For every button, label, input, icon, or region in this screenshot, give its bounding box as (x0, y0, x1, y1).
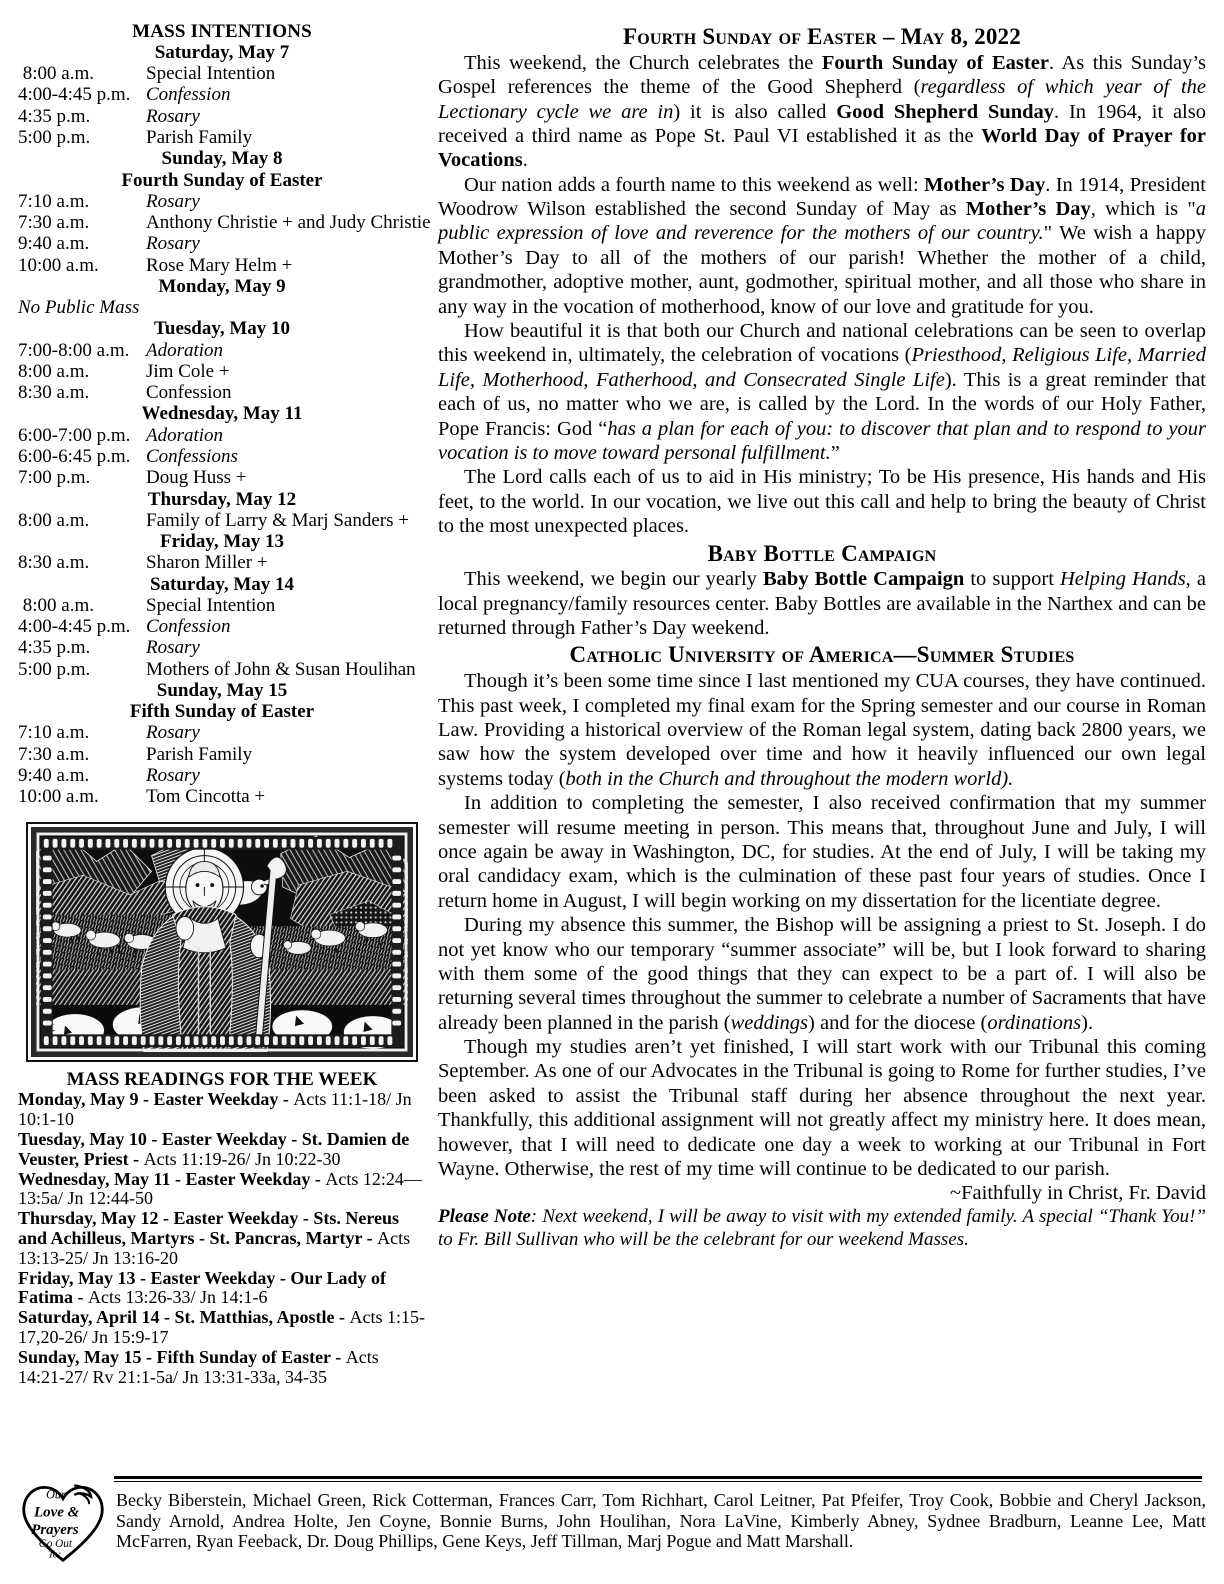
mass-intention-description: Rosary (146, 722, 200, 744)
section-heading-baby-bottle: Baby Bottle Campaign (707, 540, 937, 566)
mass-intention-time: 9:40 a.m. (18, 764, 90, 786)
mass-intention-row (18, 382, 426, 403)
mass-intention-row (18, 361, 426, 382)
mass-intention-time: 4:00-4:45 p.m. (18, 84, 131, 106)
prayer-names-list: Becky Biberstein, Michael Green, Rick Cotterman, Frances Carr, Tom Richhart, Carol Leitner, Pat Pfeifer, Troy Cook, Bobbie and Cheryl Jackson, Sandy Arnold, Andrea Holte, Jen Coyne, Bonnie Burns, John Houlihan, Nora LaVine, Kimberly Abney, Sydnee Bradburn, Leanne Lee, Matt McFarren, Ryan Feeback, Dr. Doug Phillips, Gene Keys, Jeff Tillman, Marj Pogue and Matt Marshall. (116, 1490, 1206, 1552)
love-and-prayers-heart-icon (18, 1478, 108, 1564)
mass-intentions-day-heading: Wednesday, May 11 (141, 403, 303, 425)
mass-intention-time: 8:00 a.m. (18, 63, 94, 85)
mass-intention-row (18, 127, 426, 148)
mass-intention-time: 8:00 a.m. (18, 360, 90, 382)
mass-intention-description: Adoration (146, 424, 224, 446)
mass-intention-time: 4:35 p.m. (18, 637, 91, 659)
mass-intention-time: 7:00-8:00 a.m. (18, 339, 130, 361)
mass-intention-description: Rose Mary Helm + (146, 254, 293, 276)
cua-paragraph: Though my studies aren’t yet finished, I will start work with our Tribunal this coming September. As one of our Advocates in the Tribunal is going to Rome for further studies, I’ve been asked to assist the Tribunal staff during her absence throughout the next year. Thankfully, this additional assignment will not greatly affect my ministry here. It does mean, however, that I will need to dedicate one day a week to working at our Tribunal in Fort Wayne. Otherwise, the rest of my time will continue to be dedicated to our parish. (438, 1036, 1206, 1181)
mass-readings-list (18, 1090, 426, 1387)
right-column (438, 22, 1206, 1251)
mass-reading-item: Wednesday, May 11 - Easter Weekday - Acts 12:24—13:5a/ Jn 12:44-50 (18, 1168, 422, 1209)
mass-intention-time: 9:40 a.m. (18, 233, 90, 255)
mass-intention-description: Rosary (146, 190, 200, 212)
mass-intention-row (18, 722, 426, 743)
mass-intention-description: Family of Larry & Marj Sanders + (146, 509, 409, 531)
artwork-frame (26, 822, 418, 1062)
prayer-footer (18, 1476, 1206, 1564)
mass-intention-row (18, 255, 426, 276)
mass-intention-row (18, 744, 426, 765)
mass-intention-row (18, 106, 426, 127)
mass-intention-row (18, 765, 426, 786)
mass-intention-time: 8:00 a.m. (18, 594, 94, 616)
mass-reading-item: Sunday, May 15 - Fifth Sunday of Easter - Acts 14:21-27/ Rv 21:1-5a/ Jn 13:31-33a, 34-35 (18, 1346, 379, 1387)
mass-intention-row (18, 510, 426, 531)
mass-intention-description: Mothers of John & Susan Houlihan (146, 658, 416, 680)
mass-intention-row (18, 595, 426, 616)
mass-intention-time: 10:00 a.m. (18, 254, 99, 276)
mass-intentions-day-heading: Tuesday, May 10 (153, 318, 291, 340)
mass-intention-row (18, 233, 426, 254)
mass-intention-time: 7:00 p.m. (18, 467, 91, 489)
mass-intentions-day-heading: Fourth Sunday of Easter (121, 169, 323, 191)
mass-intentions-title: MASS INTENTIONS (132, 21, 312, 42)
mass-intention-row (18, 659, 426, 680)
mass-intention-row (18, 786, 426, 807)
cua-paragraph: In addition to completing the semester, I also received confirmation that my summer semester will resume meeting in person. This means that, throughout June and July, I will once again be away in Washington, DC, for studies. At the end of July, I will be taking my oral candidacy exam, which is the culmination of these past four years of studies. Once I return home in August, I will begin working on my dissertation for the licentiate degree. (438, 792, 1206, 912)
mass-intention-time: 7:30 a.m. (18, 212, 90, 234)
mass-intention-description: Tom Cincotta + (146, 786, 266, 808)
mass-intention-description: Adoration (146, 339, 224, 361)
mass-intention-description: Special Intention (146, 63, 276, 85)
pastor-letter-body (438, 51, 1206, 539)
mass-intention-row (18, 467, 426, 488)
mass-intention-description: Rosary (146, 637, 200, 659)
mass-intentions-note: No Public Mass (18, 297, 140, 319)
mass-intention-row (18, 340, 426, 361)
mass-intention-time: 7:10 a.m. (18, 190, 90, 212)
mass-reading-item: Friday, May 13 - Easter Weekday - Our Lady of Fatima - Acts 13:26-33/ Jn 14:1-6 (18, 1267, 387, 1308)
please-note: Please Note: Next weekend, I will be away to visit with my extended family. A special “Thank You!” to Fr. Bill Sullivan who will be the celebrant for our weekend Masses. (438, 1206, 1206, 1250)
mass-intention-row (18, 446, 426, 467)
mass-intentions-day-heading: Sunday, May 15 (156, 679, 288, 701)
letter-paragraph: The Lord calls each of us to aid in His ministry; To be His presence, His hands and His feet, to the world. In our vocation, we live out this call and help to bring the beauty of Christ to the most unexpected places. (438, 466, 1206, 538)
mass-intention-description: Doug Huss + (146, 467, 247, 489)
letter-paragraph: Our nation adds a fourth name to this weekend as well: Mother’s Day. In 1914, President Woodrow Wilson established the second Sunday of May as Mother’s Day, which is "a public expression of love and reverence for the mothers of our country." We wish a happy Mother’s Day to all of the mothers of our parish! Whether the mother of a child, grandmother, adoptive mother, aunt, godmother, spiritual mother, and all those who share in any way in the vocation of motherhood, know of our love and gratitude for you. (438, 173, 1207, 318)
mass-intention-time: 6:00-6:45 p.m. (18, 445, 131, 467)
svg-text:Go Out: Go Out (38, 1538, 73, 1551)
mass-intention-row (18, 425, 426, 446)
mass-intention-description: Confessions (146, 445, 238, 467)
mass-intention-time: 5:00 p.m. (18, 127, 91, 148)
mass-intention-description: Confession (146, 616, 231, 638)
mass-reading-item: Tuesday, May 10 - Easter Weekday - St. Damien de Veuster, Priest - Acts 11:19-26/ Jn 10:22-30 (18, 1128, 410, 1169)
mass-intentions-day-heading: Saturday, May 14 (149, 573, 295, 595)
letter-paragraph: How beautiful it is that both our Church and national celebrations can be seen to overlap this weekend in, ultimately, the celebration of vocations (Priesthood, Religious Life, Married Life, Motherhood, Fatherhood, and Consecrated Single Life). This is a great reminder that each of us, no matter who we are, is called by the Lord. In the words of our Holy Father, Pope Francis: God “has a plan for each of you: to discover that plan and to respond to your vocation is to move toward personal fulfillment.” (438, 320, 1207, 464)
svg-text:Prayers: Prayers (31, 1522, 79, 1539)
cua-paragraph: During my absence this summer, the Bishop will be assigning a priest to St. Joseph. I do not yet know who our temporary “summer associate” will be, but I look forward to sharing with them some of the good things that they can expect to be a part of. I will also be returning several times throughout the summer to celebrate a number of Sacraments that have already been planned in the parish (weddings) and for the diocese (ordinations). (438, 914, 1206, 1034)
svg-text:Our: Our (46, 1487, 66, 1502)
page-title: Fourth Sunday of Easter – May 8, 2022 (623, 24, 1021, 49)
mass-intention-description: Jim Cole + (146, 360, 230, 382)
mass-intention-description: Parish Family (146, 127, 253, 148)
cua-paragraph: Though it’s been some time since I last mentioned my CUA courses, they have continued. This past week, I completed my final exam for the Spring semester and our course in Roman Law. Providing a historical overview of the Roman legal system, dating back 2800 years, we saw how the system developed over time and how it heavily influenced our own legal systems today (both in the Church and throughout the modern world). (438, 670, 1206, 790)
mass-intentions-day-heading: Friday, May 13 (159, 531, 285, 553)
mass-intention-time: 4:35 p.m. (18, 105, 91, 127)
mass-intention-time: 4:00-4:45 p.m. (18, 616, 131, 638)
mass-intention-time: 8:30 a.m. (18, 382, 90, 404)
mass-intention-row (18, 616, 426, 637)
mass-intention-description: Sharon Miller + (146, 552, 268, 574)
mass-intention-description: Anthony Christie + and Judy Christie (146, 212, 431, 234)
letter-paragraph: This weekend, the Church celebrates the Fourth Sunday of Easter. As this Sunday’s Gospel references the theme of the Good Shepherd (regardless of which year of the Lectionary cycle we are in) it is also called Good Shepherd Sunday. In 1964, it also received a third name as Pope St. Paul VI established it as the World Day of Prayer for Vocations. (438, 51, 1206, 172)
mass-intention-row (18, 63, 426, 84)
mass-intention-row (18, 212, 431, 234)
mass-intention-time: 6:00-7:00 p.m. (18, 424, 131, 446)
left-column (18, 22, 438, 1387)
mass-intention-description: Special Intention (146, 594, 276, 616)
mass-intentions-day-heading: Thursday, May 12 (147, 488, 297, 510)
mass-intention-time: 7:30 a.m. (18, 743, 90, 765)
mass-reading-item: Saturday, April 14 - St. Matthias, Apostle - Acts 1:15-17,20-26/ Jn 15:9-17 (18, 1307, 426, 1347)
mass-readings-title: MASS READINGS FOR THE WEEK (66, 1068, 378, 1090)
mass-intention-description: Rosary (146, 764, 200, 786)
cua-body (438, 669, 1206, 1181)
mass-intention-time: 5:00 p.m. (18, 658, 91, 680)
mass-intention-description: Confession (146, 382, 232, 404)
mass-intention-row (18, 84, 426, 105)
mass-intention-time: 8:00 a.m. (18, 509, 90, 531)
svg-text:Love &: Love & (34, 1504, 80, 1521)
section-heading-cua: Catholic University of America—Summer Studies (569, 642, 1075, 668)
mass-intention-description: Rosary (146, 105, 200, 127)
artwork-image (31, 827, 413, 1057)
good-shepherd-artwork (26, 822, 418, 1062)
mass-intention-description: Parish Family (146, 743, 253, 765)
mass-intentions-day-heading: Monday, May 9 (158, 275, 286, 297)
mass-intention-row (18, 552, 426, 573)
signature-line: ~Faithfully in Christ, Fr. David (950, 1182, 1206, 1205)
mass-reading-item: Monday, May 9 - Easter Weekday - Acts 11:1-18/ Jn 10:1-10 (18, 1089, 412, 1130)
mass-intention-time: 7:10 a.m. (18, 722, 90, 744)
two-column-layout (18, 22, 1206, 1387)
mass-intentions-day-heading: Saturday, May 7 (154, 41, 290, 63)
footer-divider (114, 1476, 1202, 1482)
mass-intention-description: Rosary (146, 233, 200, 255)
mass-intention-row (18, 637, 426, 658)
mass-intention-row (18, 191, 426, 212)
mass-reading-item: Thursday, May 12 - Easter Weekday - Sts. Nereus and Achilleus, Martyrs - St. Pancras, Martyr - Acts 13:13-25/ Jn 13:16-20 (18, 1208, 411, 1268)
mass-intentions-day-heading: Fifth Sunday of Easter (129, 701, 315, 723)
mass-intention-description: Confession (146, 84, 231, 106)
svg-text:To:: To: (48, 1549, 62, 1561)
mass-intentions-day-heading: Sunday, May 8 (161, 148, 283, 170)
mass-intention-time: 8:30 a.m. (18, 552, 90, 574)
baby-bottle-paragraph: This weekend, we begin our yearly Baby Bottle Campaign to support Helping Hands, a local pregnancy/family resources center. Baby Bottles are available in the Narthex and can be returned through Father’s Day weekend. (438, 568, 1206, 640)
mass-intentions-list (18, 41, 431, 808)
mass-intention-time: 10:00 a.m. (18, 786, 99, 808)
